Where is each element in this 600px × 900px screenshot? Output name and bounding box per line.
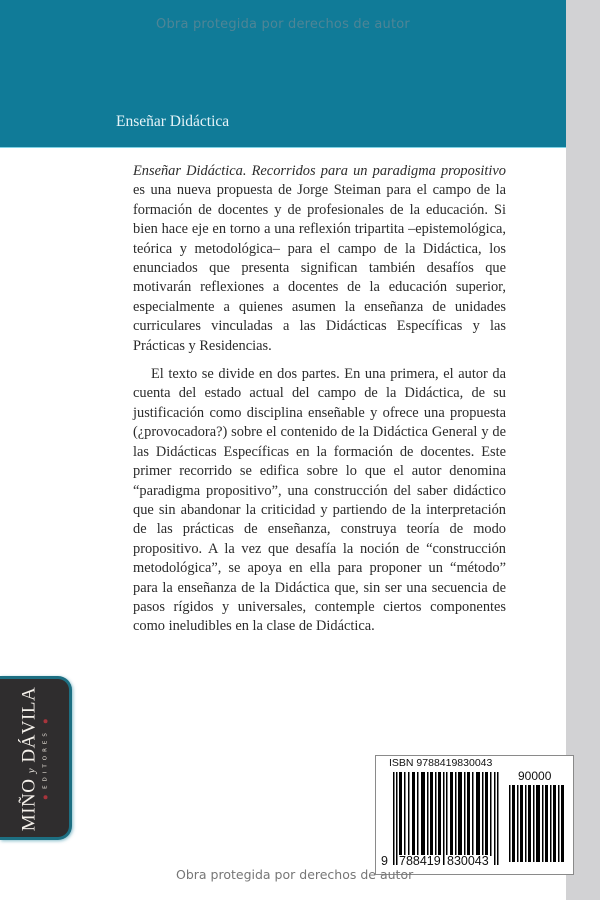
ornament-dot-icon bbox=[43, 719, 47, 723]
publisher-logo-text bbox=[20, 687, 51, 831]
cover-header-band bbox=[0, 0, 566, 148]
addon-barcode-bars bbox=[509, 785, 565, 862]
publisher-logo bbox=[0, 676, 72, 840]
price-addon-label: 90000 bbox=[518, 769, 552, 783]
blurb-paragraph-1-text: es una nueva propuesta de Jorge Steiman para el campo de la formación de docentes y de profesionales de la educación. Si bien hace eje en torno a una reflexión tripartita –epistemológica, teórica y metodológica– para el campo de la Didáctica, los enunciados que presenta significan también desafíos que motivarán reflexiones a docentes de la educación superior, especialmente a quienes asumen la enseñanza de unidades curriculares vinculadas a las Didácticas Específicas y las Prácticas y Residencias. bbox=[133, 182, 506, 354]
publisher-subtitle-row bbox=[42, 687, 51, 831]
barcode-digit-group-2: 830043 bbox=[447, 854, 489, 868]
barcode-digit-group-1: 788419 bbox=[399, 854, 441, 868]
copyright-watermark-top: Obra protegida por derechos de autor bbox=[156, 17, 410, 32]
blurb-paragraph-2: El texto se divide en dos partes. En una primera, el autor da cuenta del estado actual del campo de la Didáctica, de su justificación como disciplina enseñable y ofrece una propuesta (¿provocadora?) sobre el contenido de la Didáctica General y de las Didácticas Específicas en la formación de docentes. Este primer recorrido se edifica sobre lo que el autor denomina “paradigma propositivo”, una construcción del saber didáctico que sin abandonar la criticidad y partiendo de la interpretación de las prácticas de enseñanza, construya teoría de modo propositivo. A la vez que desafía la noción de “construcción metodológica”, se apoya en ella para proponer un “método” para la enseñanza de la Didáctica que, sin ser una secuencia de pasos rígidos y universales, contemple ciertos componentes como ineludibles en la clase de Didáctica. bbox=[133, 366, 506, 635]
book-title: Enseñar Didáctica bbox=[116, 113, 230, 130]
isbn-barcode bbox=[375, 755, 574, 875]
publisher-name bbox=[20, 687, 42, 831]
ean13-barcode-bars bbox=[393, 772, 499, 865]
book-full-title: Enseñar Didáctica. Recorridos para un paradigma propositivo bbox=[133, 163, 506, 179]
publisher-name-connector: y bbox=[25, 767, 38, 774]
publisher-name-part-1: MIÑO bbox=[18, 778, 40, 832]
publisher-subtitle: EDITORES bbox=[42, 729, 49, 789]
publisher-name-part-2: DÁVILA bbox=[18, 686, 40, 763]
blurb-paragraph-1 bbox=[133, 162, 506, 356]
ornament-dot-icon bbox=[43, 795, 47, 799]
isbn-label: ISBN 9788419830043 bbox=[389, 757, 493, 769]
barcode-digit-prefix: 9 bbox=[381, 854, 388, 868]
back-cover-blurb bbox=[133, 162, 506, 637]
copyright-watermark-bottom: Obra protegida por derechos de autor bbox=[176, 867, 414, 882]
